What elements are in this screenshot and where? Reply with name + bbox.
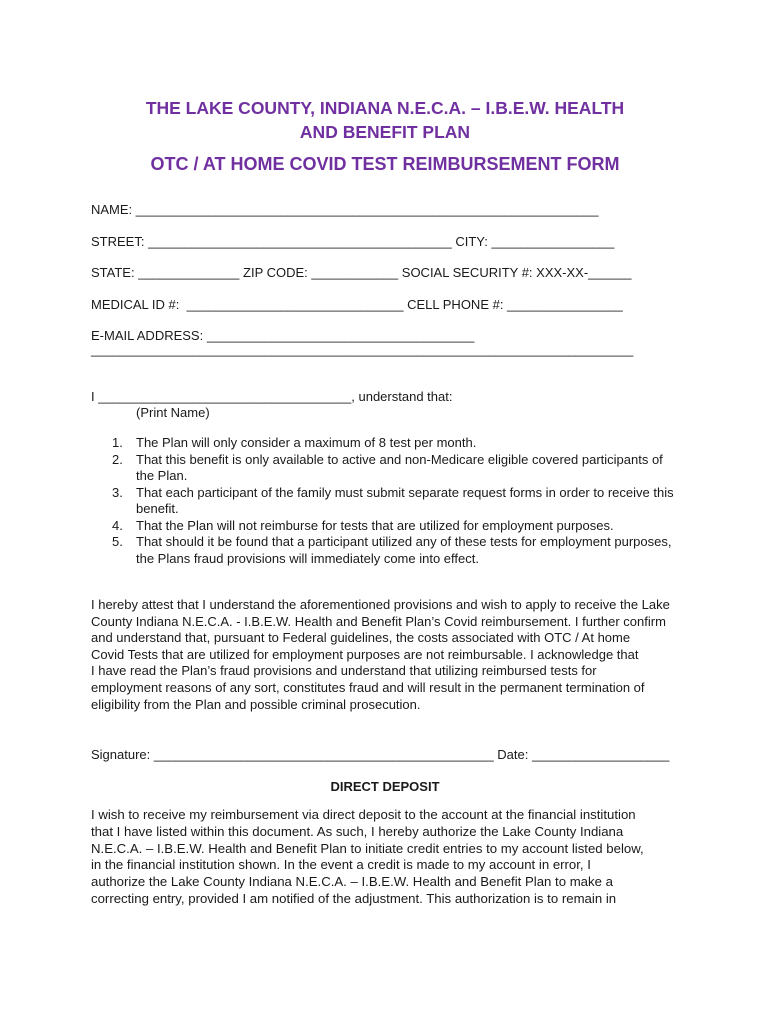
conditions-list — [91, 435, 691, 567]
list-item-text: the Plan. — [136, 468, 188, 483]
list-item-number: 3. — [112, 484, 123, 500]
name-field[interactable]: NAME: ________________________________________________________________ — [91, 202, 599, 217]
attestation-line: employment reasons of any sort, constitutes fraud and will result in the permanent termination of — [91, 679, 645, 695]
list-item — [91, 534, 691, 567]
form-title: OTC / AT HOME COVID TEST REIMBURSEMENT FORM — [150, 154, 620, 174]
list-item-number: 2. — [112, 451, 123, 467]
list-item — [91, 485, 691, 518]
email-continuation-line[interactable]: ___________________________________________________________________________ — [91, 342, 634, 357]
attestation-line: eligibility from the Plan and possible criminal prosecution. — [91, 696, 421, 712]
list-item-text: the Plans fraud provisions will immediately come into effect. — [136, 550, 479, 566]
signature-date-field[interactable]: Signature: _______________________________________________ Date: ___________________ — [91, 747, 670, 762]
list-item-text: The Plan will only consider a maximum of 8 test per month. — [136, 435, 477, 450]
attestation-line: Covid Tests that are utilized for employment purposes are not reimbursable. I acknowledge that — [91, 646, 639, 662]
list-item — [91, 518, 691, 535]
direct-deposit-line: N.E.C.A. – I.B.E.W. Health and Benefit Plan to initiate credit entries to my account listed below, — [91, 840, 644, 856]
list-item-text: That should it be found that a participant utilized any of these tests for employment purposes, — [136, 534, 672, 549]
list-item — [91, 452, 691, 485]
direct-deposit-line: that I have listed within this document. As such, I hereby authorize the Lake County Indiana — [91, 823, 624, 839]
list-item-number: 4. — [112, 517, 123, 533]
email-field[interactable]: E-MAIL ADDRESS: _____________________________________ — [91, 328, 475, 343]
direct-deposit-line: authorize the Lake County Indiana N.E.C.A. – I.B.E.W. Health and Benefit Plan to make a — [91, 874, 613, 890]
list-item-text: That the Plan will not reimburse for tests that are utilized for employment purposes. — [136, 517, 614, 533]
list-item-number: 5. — [112, 534, 123, 549]
attestation-line: I have read the Plan’s fraud provisions and understand that utilizing reimbursed tests for — [91, 663, 597, 679]
direct-deposit-line: I wish to receive my reimbursement via direct deposit to the account at the financial institution — [91, 807, 636, 822]
list-item-text: benefit. — [136, 501, 179, 516]
street-city-field[interactable]: STREET: __________________________________________ CITY: _________________ — [91, 234, 615, 249]
list-item-number: 1. — [112, 435, 123, 450]
print-name-statement[interactable]: I ___________________________________, understand that: — [91, 389, 453, 404]
direct-deposit-heading: DIRECT DEPOSIT — [330, 779, 440, 794]
attestation-line: I hereby attest that I understand the aforementioned provisions and wish to apply to receive the Lake — [91, 597, 670, 612]
plan-title-line1: THE LAKE COUNTY, INDIANA N.E.C.A. – I.B.E.W. HEALTH — [145, 98, 625, 118]
attestation-line: and understand that, pursuant to Federal guidelines, the costs associated with OTC / At home — [91, 630, 631, 646]
attestation-paragraph — [91, 597, 681, 713]
direct-deposit-line: in the financial institution shown. In the event a credit is made to my account in error, I — [91, 857, 591, 873]
direct-deposit-paragraph — [91, 807, 691, 908]
state-zip-ssn-field[interactable]: STATE: ______________ ZIP CODE: ____________ SOCIAL SECURITY #: XXX-XX-______ — [91, 265, 632, 280]
plan-title-line2: AND BENEFIT PLAN — [299, 122, 471, 142]
list-item-text: That this benefit is only available to active and non-Medicare eligible covered participants of — [136, 451, 663, 467]
list-item — [91, 435, 691, 452]
list-item-text: That each participant of the family must submit separate request forms in order to receive this — [136, 484, 674, 500]
print-name-caption: (Print Name) — [136, 405, 210, 420]
medical-id-cell-phone-field[interactable]: MEDICAL ID #: ______________________________ CELL PHONE #: ________________ — [91, 297, 623, 312]
attestation-line: County Indiana N.E.C.A. - I.B.E.W. Health and Benefit Plan’s Covid reimbursement. I further confirm — [91, 613, 666, 629]
direct-deposit-line: correcting entry, provided I am notified of the adjustment. This authorization is to remain in — [91, 890, 617, 906]
